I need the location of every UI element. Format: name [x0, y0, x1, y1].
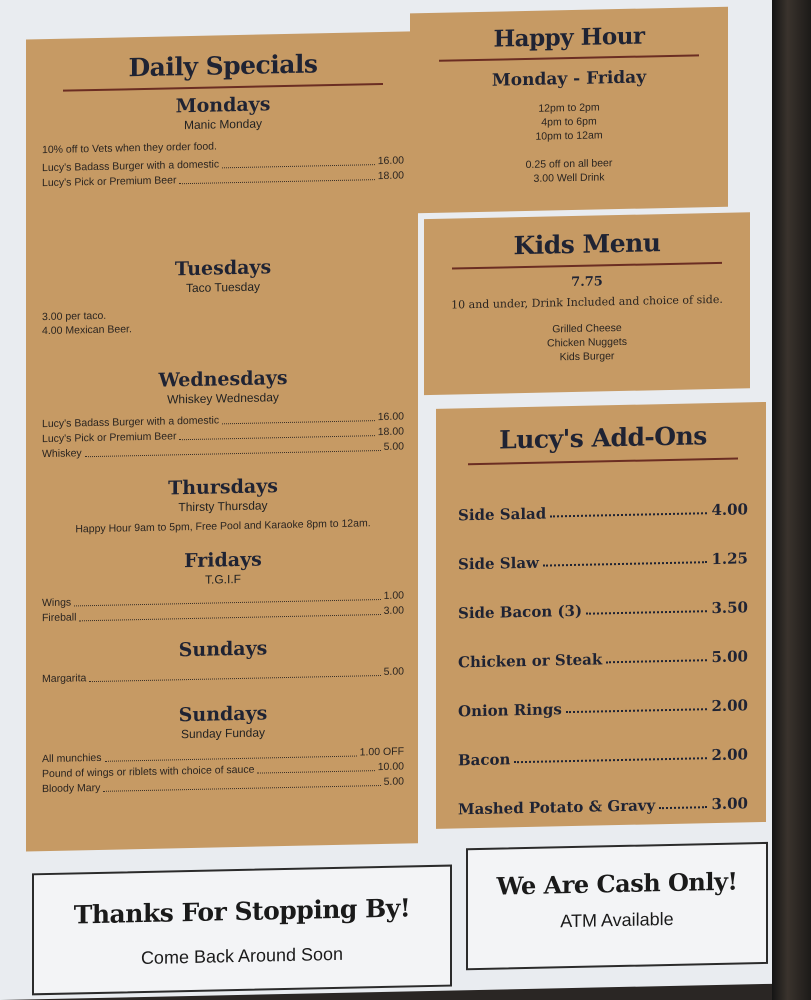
- item-name: Pound of wings or riblets with choice of sauce: [42, 763, 255, 781]
- cash-only-box: [466, 842, 768, 970]
- title-rule: [63, 83, 383, 92]
- day-subtitle: T.G.I.F: [205, 571, 241, 587]
- item-price: 5.00: [383, 440, 404, 453]
- day-title: Sundays: [178, 637, 268, 662]
- daily-specials-title: Daily Specials: [128, 49, 318, 83]
- addon-item: [458, 763, 748, 818]
- item-price: 3.00: [383, 604, 404, 617]
- leader-dots: [179, 435, 374, 440]
- addon-item: [458, 518, 748, 573]
- item-price: 1.00 OFF: [359, 745, 404, 759]
- kids-item: Chicken Nuggets: [547, 335, 627, 350]
- item-name: Bloody Mary: [42, 781, 101, 796]
- item-name: Fireball: [42, 611, 77, 625]
- addon-price: 4.00: [711, 500, 748, 520]
- day-note: 10% off to Vets when they order food.: [42, 140, 217, 157]
- leader-dots: [222, 164, 375, 168]
- kids-item: Grilled Cheese: [552, 321, 622, 336]
- day-line: 3.00 per taco.: [42, 309, 107, 324]
- sunday-funday-section: [42, 700, 404, 798]
- leader-dots: [257, 770, 374, 773]
- item-name: Lucy's Badass Burger with a domestic: [42, 414, 220, 431]
- happy-hour-title: Happy Hour: [493, 22, 645, 53]
- addon-price: 2.00: [711, 745, 748, 765]
- title-rule: [452, 262, 722, 270]
- leader-dots: [606, 659, 707, 663]
- leader-dots: [550, 512, 707, 517]
- monday-section: [42, 91, 404, 192]
- leader-dots: [586, 610, 707, 615]
- cash-subtitle: ATM Available: [560, 908, 674, 932]
- addon-name: Side Salad: [458, 504, 547, 525]
- day-subtitle: Taco Tuesday: [185, 279, 261, 296]
- kids-item: Kids Burger: [559, 350, 615, 364]
- leader-dots: [85, 450, 381, 457]
- addon-name: Side Bacon (3): [458, 601, 583, 623]
- thanks-subtitle: Come Back Around Soon: [140, 943, 344, 969]
- day-subtitle: Sunday Funday: [180, 725, 266, 742]
- addon-price: 3.50: [711, 598, 748, 618]
- item-price: 10.00: [377, 760, 404, 774]
- leader-dots: [566, 708, 708, 713]
- leader-dots: [89, 675, 380, 682]
- kids-menu-price: 7.75: [571, 274, 603, 291]
- cash-title: We Are Cash Only!: [496, 866, 738, 901]
- happy-hour-panel: [410, 7, 728, 214]
- sunday-section: [42, 635, 404, 688]
- kids-menu-panel: [424, 212, 750, 395]
- addon-name: Side Slaw: [458, 553, 539, 574]
- addon-name: Chicken or Steak: [458, 650, 603, 672]
- leader-dots: [103, 785, 380, 792]
- addon-name: Mashed Potato & Gravy: [458, 796, 656, 819]
- item-name: Lucy's Badass Burger with a domestic: [42, 158, 220, 175]
- title-rule: [439, 54, 699, 61]
- item-price: 5.00: [383, 775, 404, 788]
- item-name: All munchies: [42, 751, 102, 766]
- day-subtitle: Whiskey Wednesday: [167, 390, 279, 407]
- day-subtitle: Thirsty Thursday: [178, 498, 268, 515]
- item-price: 18.00: [377, 425, 404, 439]
- day-title: Sundays: [178, 702, 268, 727]
- menu-binder: [772, 0, 811, 1000]
- addon-item: [458, 567, 748, 622]
- item-price: 18.00: [377, 169, 404, 183]
- time-slot: 10pm to 12am: [535, 129, 603, 143]
- day-title: Wednesdays: [158, 366, 288, 392]
- item-price: 1.00: [383, 589, 404, 602]
- thanks-title: Thanks For Stopping By!: [73, 893, 411, 930]
- time-slot: 12pm to 2pm: [538, 101, 600, 115]
- day-title: Mondays: [175, 93, 271, 118]
- time-slot: 4pm to 6pm: [541, 115, 597, 129]
- thanks-box: [32, 865, 452, 996]
- leader-dots: [543, 561, 708, 566]
- kids-items: [436, 319, 738, 367]
- leader-dots: [179, 179, 374, 184]
- leader-dots: [659, 806, 707, 809]
- addon-item: [458, 616, 748, 671]
- item-name: Lucy's Pick or Premium Beer: [42, 430, 177, 446]
- kids-menu-note: 10 and under, Drink Included and choice of side.: [451, 292, 723, 312]
- day-line: 4.00 Mexican Beer.: [42, 323, 132, 338]
- leader-dots: [514, 757, 707, 763]
- addon-item: [458, 469, 748, 524]
- add-ons-title: Lucy's Add-Ons: [499, 421, 707, 455]
- title-rule: [468, 458, 738, 466]
- happy-hour-days: Monday - Friday: [491, 67, 647, 91]
- add-ons-panel: [436, 402, 766, 829]
- deal-line: 0.25 off on all beer: [525, 157, 613, 171]
- item-name: Lucy's Pick or Premium Beer: [42, 174, 177, 190]
- item-name: Whiskey: [42, 447, 82, 461]
- kids-menu-title: Kids Menu: [513, 228, 661, 261]
- addon-price: 2.00: [711, 696, 748, 716]
- wednesday-section: [42, 365, 404, 463]
- thursday-section: [42, 473, 404, 538]
- item-price: 16.00: [377, 410, 404, 424]
- menu-item: [42, 665, 404, 688]
- day-note: Happy Hour 9am to 5pm, Free Pool and Karaoke 8pm to 12am.: [75, 517, 371, 536]
- tuesday-section: [42, 254, 404, 339]
- day-title: Fridays: [184, 548, 262, 573]
- item-price: 5.00: [383, 665, 404, 678]
- addon-item: [458, 665, 748, 720]
- happy-hour-times: [422, 98, 716, 146]
- addon-name: Onion Rings: [458, 700, 562, 721]
- addon-price: 5.00: [711, 647, 748, 667]
- friday-section: [42, 546, 404, 627]
- addon-name: Bacon: [458, 750, 511, 770]
- deal-line: 3.00 Well Drink: [533, 171, 605, 185]
- item-price: 16.00: [377, 154, 404, 168]
- day-subtitle: Manic Monday: [183, 116, 263, 133]
- day-title: Tuesdays: [174, 256, 272, 281]
- daily-specials-panel: [26, 31, 418, 851]
- addon-item: [458, 714, 748, 769]
- leader-dots: [79, 614, 380, 621]
- day-title: Thursdays: [168, 475, 278, 500]
- leader-dots: [222, 420, 375, 424]
- item-name: Margarita: [42, 672, 87, 686]
- item-name: Wings: [42, 596, 72, 610]
- happy-hour-deals: [422, 154, 716, 188]
- addon-price: 3.00: [711, 794, 748, 814]
- addon-price: 1.25: [711, 549, 748, 569]
